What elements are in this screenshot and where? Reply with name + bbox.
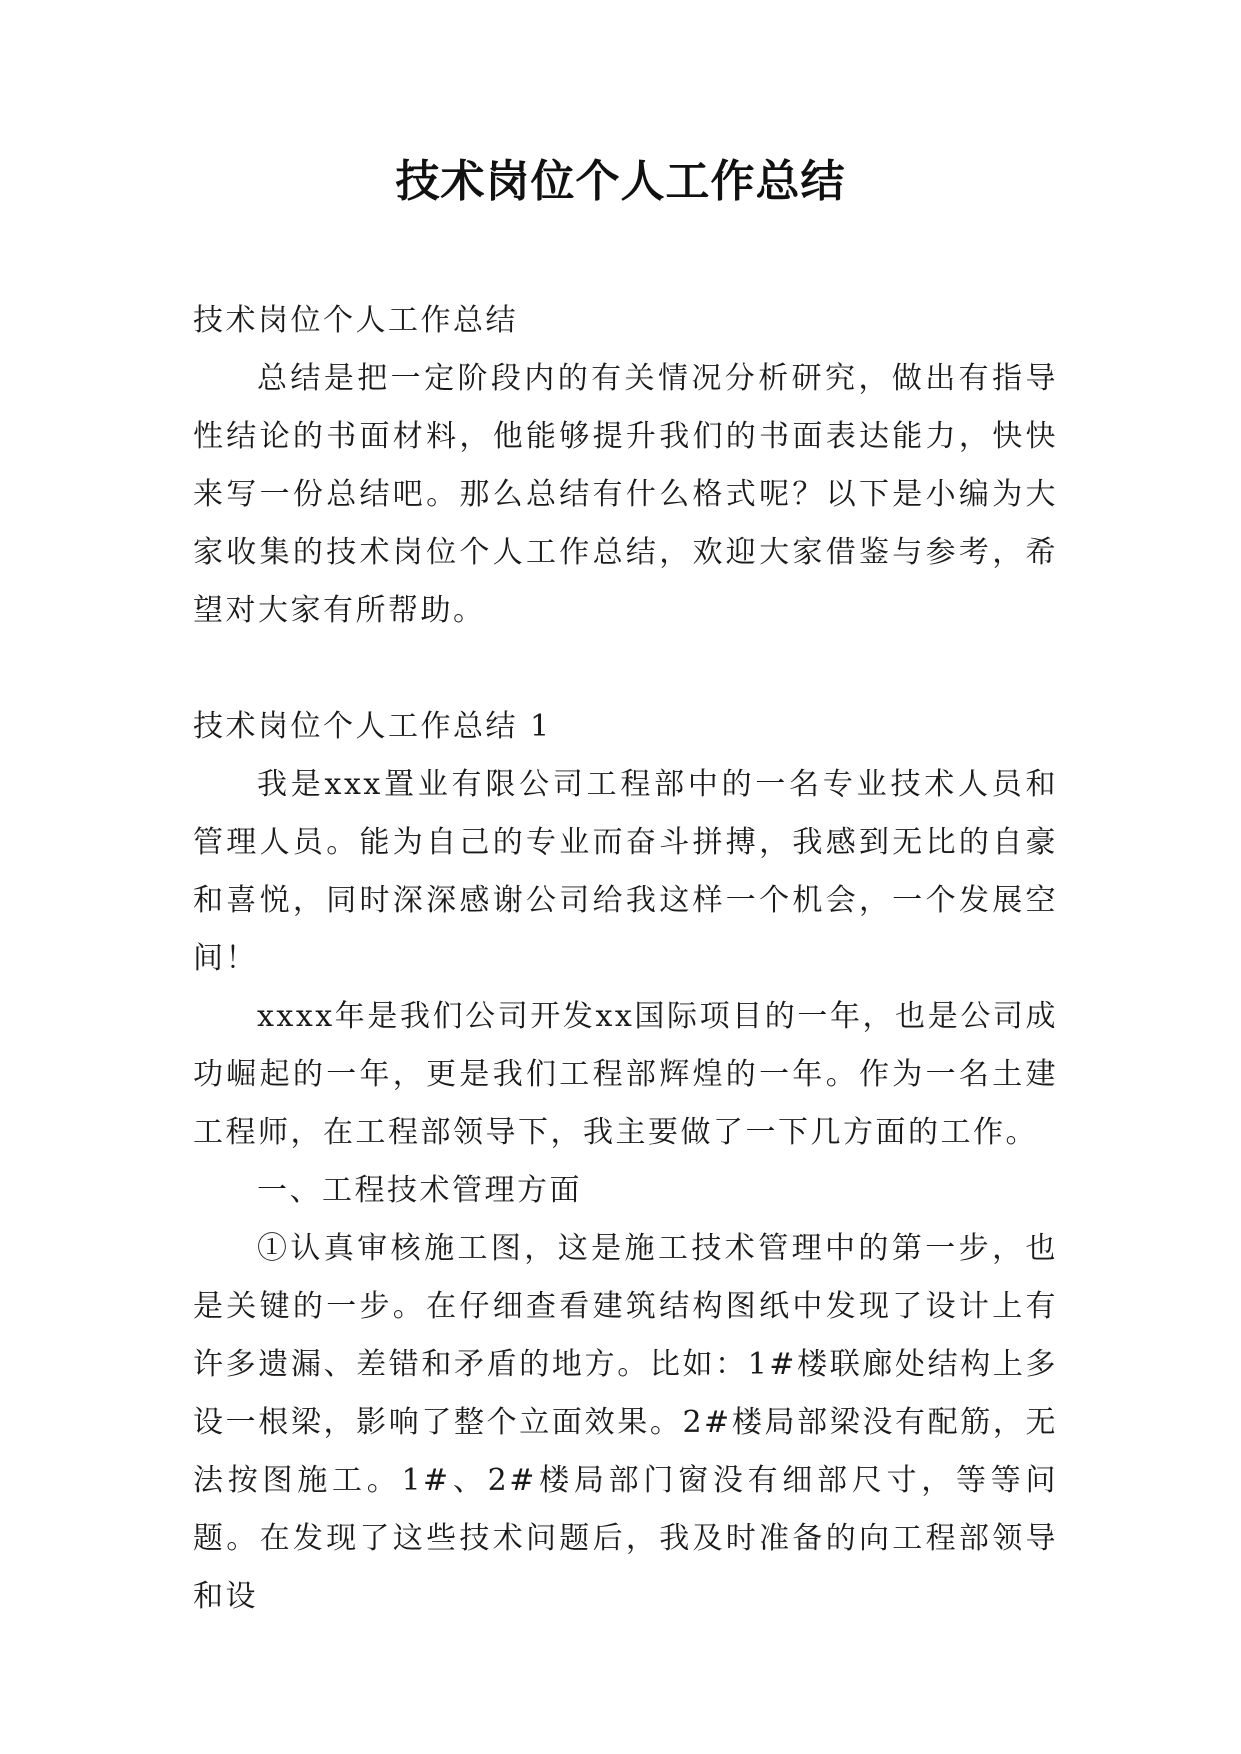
body-paragraph: ①认真审核施工图，这是施工技术管理中的第一步，也是关键的一步。在仔细查看建筑结构图纸中发现了设计上有许多遗漏、差错和矛盾的地方。比如：1#楼联廊处结构上多设一根梁，影响了整个立面效果。2#楼局部梁没有配筋，无法按图施工。1#、2#楼局部门窗没有细部尺寸，等等问题。在发现了这些技术问题后，我及时准备的向工程部领导和设	[193, 1231, 1058, 1614]
document-body	[193, 292, 1058, 1626]
document-title: 技术岗位个人工作总结	[395, 156, 846, 207]
section-heading: 技术岗位个人工作总结 1	[193, 709, 552, 744]
document-subtitle: 技术岗位个人工作总结	[193, 303, 518, 338]
body-paragraph: xxxx年是我们公司开发xx国际项目的一年，也是公司成功崛起的一年，更是我们工程部辉煌的一年。作为一名土建工程师，在工程部领导下，我主要做了一下几方面的工作。	[193, 999, 1058, 1150]
section-spacer	[193, 640, 1058, 698]
intro-paragraph: 总结是把一定阶段内的有关情况分析研究，做出有指导性结论的书面材料，他能够提升我们的书面表达能力，快快来写一份总结吧。那么总结有什么格式呢？以下是小编为大家收集的技术岗位个人工作总结，欢迎大家借鉴与参考，希望对大家有所帮助。	[193, 361, 1058, 628]
subsection-heading: 一、工程技术管理方面	[257, 1173, 582, 1208]
body-paragraph: 我是xxx置业有限公司工程部中的一名专业技术人员和管理人员。能为自己的专业而奋斗拼搏，我感到无比的自豪和喜悦，同时深深感谢公司给我这样一个机会，一个发展空间！	[193, 767, 1058, 976]
